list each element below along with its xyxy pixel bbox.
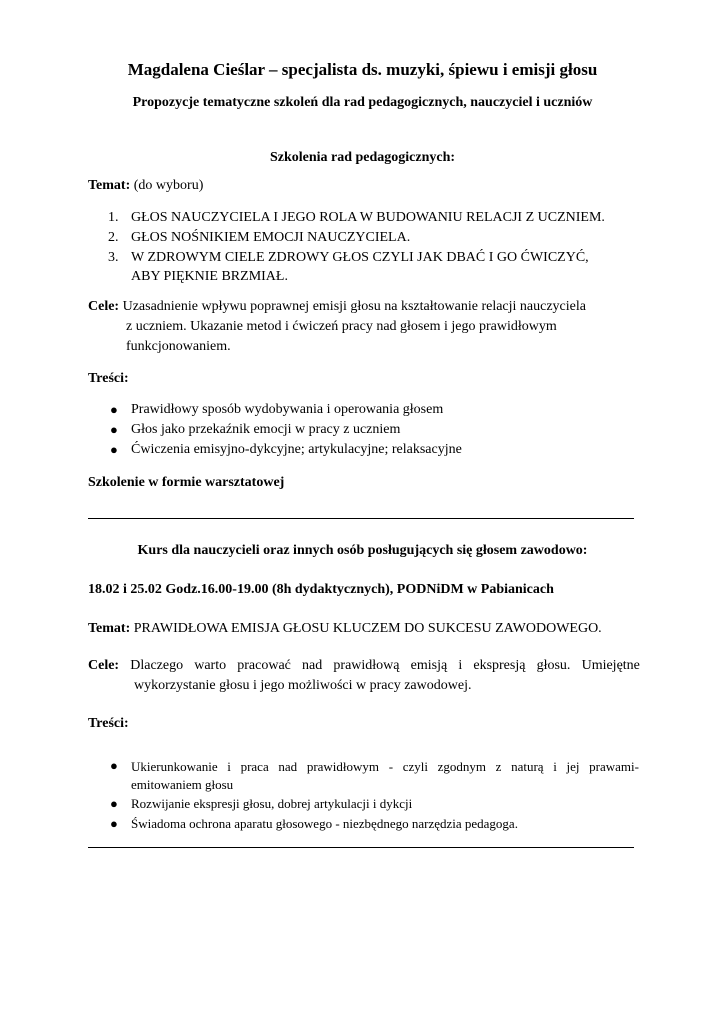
section1-cele xyxy=(88,299,586,315)
topic-text: GŁOS NOŚNIKIEM EMOCJI NAUCZYCIELA. xyxy=(131,230,411,245)
topic-text-continued: ABY PIĘKNIE BRZMIAŁ. xyxy=(131,269,288,284)
cele-label: Cele: xyxy=(88,658,120,673)
section2-dates: 18.02 i 25.02 Godz.16.00-19.00 (8h dydaktycznych), PODNiDM w Pabianicach xyxy=(88,582,554,597)
list-item: Prawidłowy sposób wydobywania i operowania głosem xyxy=(131,402,444,417)
temat-note: (do wyboru) xyxy=(130,178,204,193)
divider xyxy=(88,847,634,848)
word: głosu. xyxy=(536,658,571,673)
section2-cele-line1 xyxy=(88,658,640,674)
page-title: Magdalena Cieślar – specjalista ds. muzyki, śpiewu i emisji głosu xyxy=(127,60,598,79)
section1-temat xyxy=(88,178,203,194)
temat-label: Temat: xyxy=(88,621,131,636)
word: i xyxy=(227,759,231,774)
section2-tresci-label: Treści: xyxy=(88,716,129,731)
bullet-icon: ● xyxy=(110,758,118,773)
word: nad xyxy=(302,658,323,673)
bullet-icon: ● xyxy=(110,422,118,437)
word: prawidłową xyxy=(333,658,400,673)
word: prawami- xyxy=(589,759,639,774)
word: czyli xyxy=(402,759,428,774)
temat-label: Temat: xyxy=(88,178,131,193)
word: naturą xyxy=(511,759,544,774)
list-item: Głos jako przekaźnik emocji w pracy z uczniem xyxy=(131,422,401,437)
word: i xyxy=(553,759,557,774)
word: Dlaczego xyxy=(130,658,184,673)
topic-number: 2. xyxy=(108,230,119,245)
word: prawidłowym xyxy=(306,759,380,774)
word: z xyxy=(495,759,502,774)
topic-text: GŁOS NAUCZYCIELA I JEGO ROLA W BUDOWANIU RELACJI Z UCZNIEM. xyxy=(131,210,605,225)
word: Umiejętne xyxy=(581,658,640,673)
word: i xyxy=(458,658,463,673)
topic-number: 3. xyxy=(108,250,119,265)
cele-line: Uzasadnienie wpływu poprawnej emisji głosu na kształtowanie relacji nauczyciela xyxy=(119,299,586,314)
topic-number: 1. xyxy=(108,210,119,225)
word: nad xyxy=(278,759,298,774)
word: ekspresją xyxy=(473,658,526,673)
temat-text: PRAWIDŁOWA EMISJA GŁOSU KLUCZEM DO SUKCESU ZAWODOWEGO. xyxy=(130,621,602,636)
bullet-icon: ● xyxy=(110,442,118,457)
bullet-icon: ● xyxy=(110,402,118,417)
word: warto xyxy=(194,658,227,673)
list-item-line2: emitowaniem głosu xyxy=(131,777,234,792)
cele-line: funkcjonowaniem. xyxy=(126,339,231,354)
word: pracować xyxy=(237,658,291,673)
cele-line: z uczniem. Ukazanie metod i ćwiczeń pracy nad głosem i jego prawidłowym xyxy=(126,319,557,334)
bullet-icon: ● xyxy=(110,816,118,831)
word: - xyxy=(388,759,394,774)
section1-tresci-label: Treści: xyxy=(88,371,129,386)
page-subtitle: Propozycje tematyczne szkoleń dla rad pedagogicznych, nauczyciel i uczniów xyxy=(132,95,593,110)
section1-form: Szkolenie w formie warsztatowej xyxy=(88,475,285,490)
word: zgodnym xyxy=(437,759,486,774)
topic-text: W ZDROWYM CIELE ZDROWY GŁOS CZYLI JAK DBAĆ I GO ĆWICZYĆ, xyxy=(131,250,589,265)
list-item: Ćwiczenia emisyjno-dykcyjne; artykulacyjne; relaksacyjne xyxy=(131,442,462,457)
word: Ukierunkowanie xyxy=(131,759,218,774)
section2-cele-line2: wykorzystanie głosu i jego możliwości w pracy zawodowej. xyxy=(134,678,472,693)
cele-label: Cele: xyxy=(88,299,120,314)
list-item: Świadoma ochrona aparatu głosowego - niezbędnego narzędzia pedagoga. xyxy=(131,816,518,831)
list-item-line1 xyxy=(131,759,639,775)
bullet-icon: ● xyxy=(110,796,118,811)
word: jej xyxy=(566,759,580,774)
list-item: Rozwijanie ekspresji głosu, dobrej artykulacji i dykcji xyxy=(131,796,413,811)
divider xyxy=(88,518,634,519)
section1-heading: Szkolenia rad pedagogicznych: xyxy=(269,150,456,165)
section2-temat xyxy=(88,621,602,637)
section2-heading: Kurs dla nauczycieli oraz innych osób posługujących się głosem zawodowo: xyxy=(137,543,588,558)
word: praca xyxy=(240,759,269,774)
word: emisją xyxy=(410,658,448,673)
